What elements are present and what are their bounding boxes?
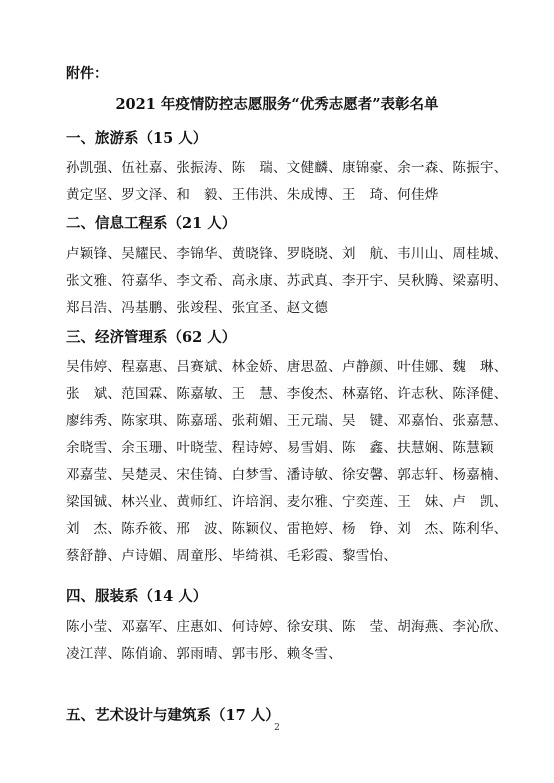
section-heading-art-architecture: 五、艺术设计与建筑系（17 人） bbox=[66, 707, 280, 724]
section-heading-tourism: 一、旅游系（15 人） bbox=[66, 130, 208, 147]
name-line: 吴伟婷、程嘉惠、吕赛斌、林金娇、唐思盈、卢静颜、叶佳娜、魏 琳、 bbox=[66, 359, 508, 375]
name-line: 张文雅、符嘉华、李文希、高永康、苏武真、李开宇、吴秋腾、梁嘉明、 bbox=[66, 273, 508, 289]
section-heading-economics-management: 三、经济管理系（62 人） bbox=[66, 329, 237, 346]
name-line: 蔡舒静、卢诗媚、周童彤、毕绮祺、毛彩霞、黎雪怡、 bbox=[66, 548, 398, 564]
name-line: 卢颖锋、吴耀民、李锦华、黄晓锋、罗晓晓、刘 航、韦川山、周桂城、 bbox=[66, 246, 508, 262]
section-heading-fashion: 四、服装系（14 人） bbox=[66, 588, 208, 605]
name-line: 孙凯强、伍社嘉、张振涛、陈 瑞、文健麟、康锦豪、余一森、陈振宇、 bbox=[66, 160, 508, 176]
name-line: 廖纬秀、陈家琪、陈嘉瑶、张莉媚、王元瑞、吴 键、邓嘉怡、张嘉慧、 bbox=[66, 413, 508, 429]
name-line: 张 斌、范国霖、陈嘉敏、王 慧、李俊杰、林嘉铭、许志秋、陈泽健、 bbox=[66, 386, 508, 402]
attachment-label: 附件： bbox=[66, 66, 108, 82]
document-title: 2021 年疫情防控志愿服务“优秀志愿者”表彰名单 bbox=[115, 96, 439, 113]
name-line: 陈小莹、邓嘉军、庄惠如、何诗婷、徐安琪、陈 莹、胡海燕、李沁欣、 bbox=[66, 619, 508, 635]
name-line: 余晓雪、余玉珊、叶晓莹、程诗婷、易雪娟、陈 鑫、扶慧娴、陈慧颖 bbox=[66, 440, 494, 456]
section-heading-info-engineering: 二、信息工程系（21 人） bbox=[66, 215, 237, 232]
name-line: 梁国铖、林兴业、黄师红、许培润、麦尔雅、宁奕莲、王 妹、卢 凯、 bbox=[66, 494, 508, 510]
name-line: 黄定坚、罗文泽、和 毅、王伟洪、朱成博、王 琦、何佳烨 bbox=[66, 187, 439, 203]
name-line: 凌江萍、陈俏谕、郭雨晴、郭韦彤、赖冬雪、 bbox=[66, 646, 342, 662]
page-number: 2 bbox=[274, 723, 280, 733]
name-line: 刘 杰、陈乔筱、邢 波、陈颖仪、雷艳婷、杨 铮、刘 杰、陈利华、 bbox=[66, 521, 508, 537]
name-line: 郑吕浩、冯基鹏、张竣程、张宜圣、赵文德 bbox=[66, 300, 329, 316]
name-line: 邓嘉莹、吴楚灵、宋佳锜、白梦雪、潘诗敏、徐安馨、郭志轩、杨嘉楠、 bbox=[66, 467, 508, 483]
